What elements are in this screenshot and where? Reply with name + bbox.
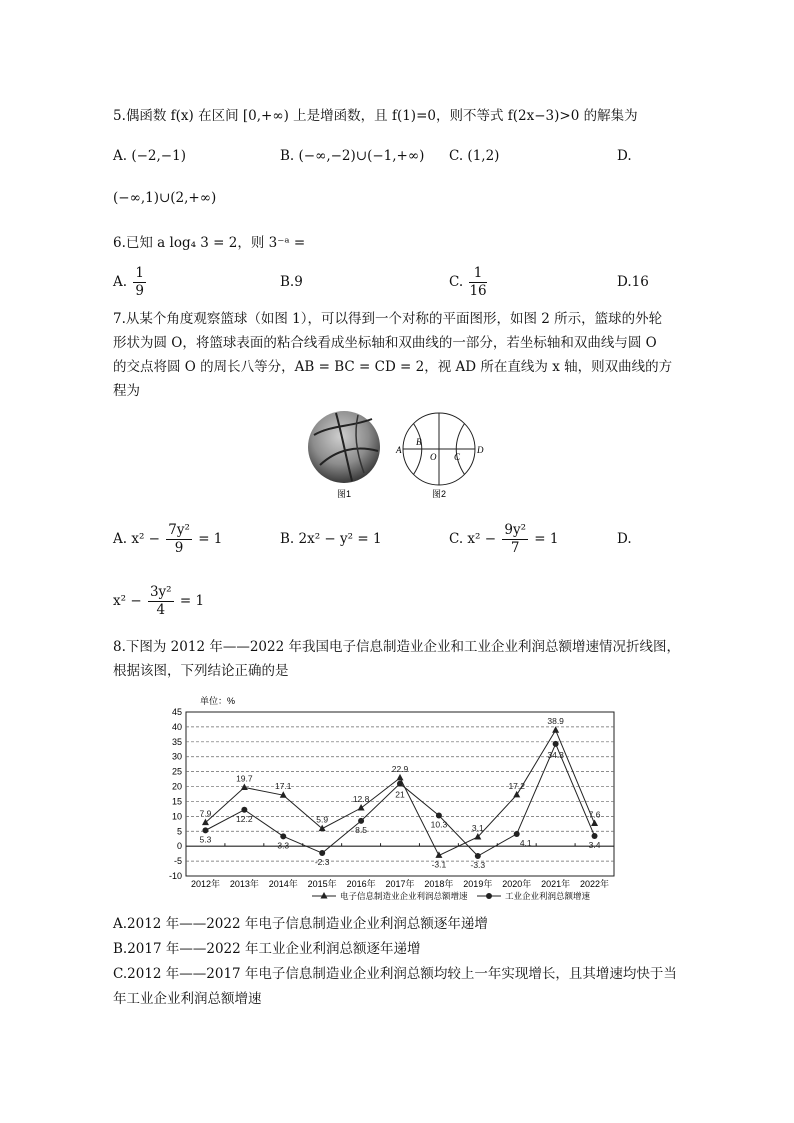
data-point-triangle <box>202 819 209 826</box>
y-tick-label: 35 <box>171 736 182 747</box>
x-tick-label: 2017年 <box>385 879 415 889</box>
data-label: 3.3 <box>277 840 290 851</box>
q5-option-c: C. (1,2) <box>449 148 500 164</box>
fraction-denominator: 7 <box>510 540 520 556</box>
y-tick-label: 25 <box>171 766 182 777</box>
data-label: 12.8 <box>352 794 370 805</box>
q6-option-b: B.9 <box>280 274 303 290</box>
fraction-denominator: 4 <box>156 602 166 618</box>
q6-option-d: D.16 <box>617 274 649 290</box>
profit-growth-chart <box>152 692 622 904</box>
q6-option-c-label: C. <box>449 274 464 290</box>
x-tick-label: 2016年 <box>346 879 376 889</box>
q7-option-d-content <box>113 584 204 619</box>
y-tick-label: 20 <box>171 781 182 792</box>
data-point-triangle <box>358 804 365 811</box>
figure-1-basketball-photo <box>308 411 380 483</box>
data-label: 5.9 <box>316 814 329 825</box>
profit-growth-chart-svg <box>152 692 622 904</box>
q5-option-d: D. <box>617 148 632 164</box>
data-point-circle <box>592 833 598 839</box>
q7-option-c-pre: C. x² − <box>449 531 497 547</box>
fraction-numerator: 9y² <box>504 522 526 538</box>
data-point-circle <box>514 831 520 837</box>
figure-1-caption: 图1 <box>336 489 352 499</box>
q8-option-c-line-1: C.2012 年——2017 年电子信息制造业企业利润总额均较上一年实现增长，且其增速均快于当 <box>113 966 677 982</box>
series-line-2 <box>205 744 594 856</box>
fraction-denominator: 9 <box>174 540 184 556</box>
q8-option-b: B.2017 年——2022 年工业企业利润总额逐年递增 <box>113 941 421 957</box>
figure-2-diagram <box>403 413 475 485</box>
q7-stem-line-1: 7.从某个角度观察篮球（如图 1），可以得到一个对称的平面图形，如图 2 所示，篮球的外轮 <box>113 311 663 327</box>
q5-option-b: B. (−∞,−2)∪(−1,+∞) <box>280 148 425 164</box>
fraction-numerator: 7y² <box>168 522 190 538</box>
q7-option-d-pre: x² − <box>113 593 142 609</box>
q5-option-a: A. (−2,−1) <box>113 148 186 164</box>
data-point-circle <box>436 812 442 818</box>
data-label: 38.9 <box>547 716 564 727</box>
data-label: -2.3 <box>314 857 330 868</box>
fraction-numerator: 1 <box>135 265 144 281</box>
q7-stem-line-2: 形状为圆 O，将篮球表面的粘合线看成坐标轴和双曲线的一部分，若坐标轴和双曲线与圆 O <box>113 335 657 351</box>
x-tick-label: 2021年 <box>541 879 571 889</box>
q7-option-a-pre: A. x² − <box>113 531 160 547</box>
fraction-denominator: 16 <box>469 283 487 299</box>
data-label: 3.4 <box>588 840 601 851</box>
basketball-figures <box>306 405 496 500</box>
figure-2-label-b: B <box>416 437 422 447</box>
y-tick-label: 45 <box>171 707 182 717</box>
data-label: -3.3 <box>470 860 486 871</box>
q7-option-d: D. <box>617 531 632 547</box>
x-tick-label: 2018年 <box>424 879 454 889</box>
data-label: 12.2 <box>236 813 253 824</box>
figure-2-label-d: D <box>477 445 484 455</box>
y-tick-label: -5 <box>173 856 182 867</box>
data-label: 7.6 <box>588 809 601 820</box>
y-tick-label: 0 <box>176 841 182 852</box>
q6-option-c <box>449 265 489 300</box>
y-tick-label: 30 <box>171 751 182 762</box>
q6-option-a-label: A. <box>113 274 128 290</box>
figure-2-caption: 图2 <box>431 489 447 499</box>
q6-stem: 6.已知 a log₄ 3 = 2，则 3⁻ᵃ = <box>113 235 306 251</box>
y-tick-label: 40 <box>171 721 182 732</box>
q7-option-b: B. 2x² − y² = 1 <box>280 531 382 547</box>
data-point-circle <box>202 827 208 833</box>
x-tick-label: 2020年 <box>502 879 532 889</box>
legend-label: 电子信息制造业企业利润总额增速 <box>340 891 468 901</box>
data-point-triangle <box>513 791 520 798</box>
x-tick-label: 2019年 <box>463 879 493 889</box>
x-tick-label: 2022年 <box>580 879 610 889</box>
data-point-circle <box>397 781 403 787</box>
data-label: 4.1 <box>519 837 532 848</box>
legend-label: 工业企业利润总额增速 <box>505 891 591 901</box>
data-point-triangle <box>591 820 598 827</box>
data-point-circle <box>553 741 559 747</box>
data-label: 21 <box>395 789 405 800</box>
q7-option-c-post: = 1 <box>534 531 559 547</box>
q6-option-a-fraction <box>133 265 146 300</box>
data-point-circle <box>241 807 247 813</box>
data-label: 34.3 <box>547 749 564 760</box>
data-label: 22.9 <box>391 763 409 774</box>
x-tick-label: 2015年 <box>307 879 337 889</box>
q5-option-d-content: (−∞,1)∪(2,+∞) <box>113 190 217 206</box>
figure-2-label-a: A <box>396 445 402 455</box>
data-label: 3.1 <box>471 822 484 833</box>
q7-option-c <box>449 522 559 557</box>
legend-marker-circle <box>486 893 492 899</box>
unit-label: 单位：% <box>200 696 236 706</box>
q7-stem-line-3: 的交点将圆 O 的周长八等分，AB = BC = CD = 2，视 AD 所在直线为 x 轴，则双曲线的方 <box>113 359 673 375</box>
q8-option-a: A.2012 年——2022 年电子信息制造业企业利润总额逐年递增 <box>113 916 488 932</box>
q8-stem-line-2: 根据该图，下列结论正确的是 <box>113 663 289 679</box>
q7-option-d-fraction <box>148 584 174 619</box>
y-tick-label: -10 <box>168 871 182 881</box>
q7-option-a-fraction <box>166 522 192 557</box>
y-tick-label: 15 <box>171 796 182 807</box>
data-point-triangle <box>397 774 404 781</box>
q7-option-a-post: = 1 <box>198 531 223 547</box>
data-label: 19.7 <box>236 773 253 784</box>
q8-option-c-line-2: 年工业企业利润总额增速 <box>113 991 262 1007</box>
legend-marker-triangle <box>321 892 328 899</box>
data-point-circle <box>319 850 325 856</box>
data-label: 7.9 <box>199 808 212 819</box>
data-point-circle <box>475 853 481 859</box>
data-label: 10.3 <box>430 819 448 830</box>
x-tick-label: 2014年 <box>268 879 298 889</box>
q6-option-a <box>113 265 148 300</box>
data-label: 17.1 <box>274 781 292 792</box>
y-tick-label: 10 <box>171 811 182 822</box>
q7-option-a <box>113 522 222 557</box>
q6-option-c-fraction <box>469 265 486 300</box>
x-tick-label: 2013年 <box>229 879 259 889</box>
fraction-numerator: 1 <box>469 265 486 283</box>
figure-2-label-c: C <box>454 452 461 462</box>
y-tick-label: 5 <box>176 826 182 837</box>
q7-option-c-fraction <box>502 522 528 557</box>
data-label: 5.3 <box>199 834 212 845</box>
fraction-denominator: 9 <box>135 283 144 299</box>
basketball-figures-svg <box>306 405 496 500</box>
x-tick-label: 2012年 <box>190 879 220 889</box>
q7-option-d-post: = 1 <box>179 593 205 609</box>
data-label: 17.2 <box>508 780 526 791</box>
q5-stem: 5.偶函数 f(x) 在区间 [0,+∞) 上是增函数，且 f(1)=0，则不等式 f(2x−3)>0 的解集为 <box>113 108 638 124</box>
data-point-circle <box>358 818 364 824</box>
figure-2-label-o: O <box>430 452 437 462</box>
data-label: -3.1 <box>431 859 447 870</box>
data-point-circle <box>280 833 286 839</box>
q7-stem-line-4: 程为 <box>113 383 140 399</box>
data-label: 8.5 <box>355 824 368 835</box>
fraction-numerator: 3y² <box>149 584 172 600</box>
q8-stem-line-1: 8.下图为 2012 年——2022 年我国电子信息制造业企业和工业企业利润总额增速情况折线图， <box>113 639 680 655</box>
